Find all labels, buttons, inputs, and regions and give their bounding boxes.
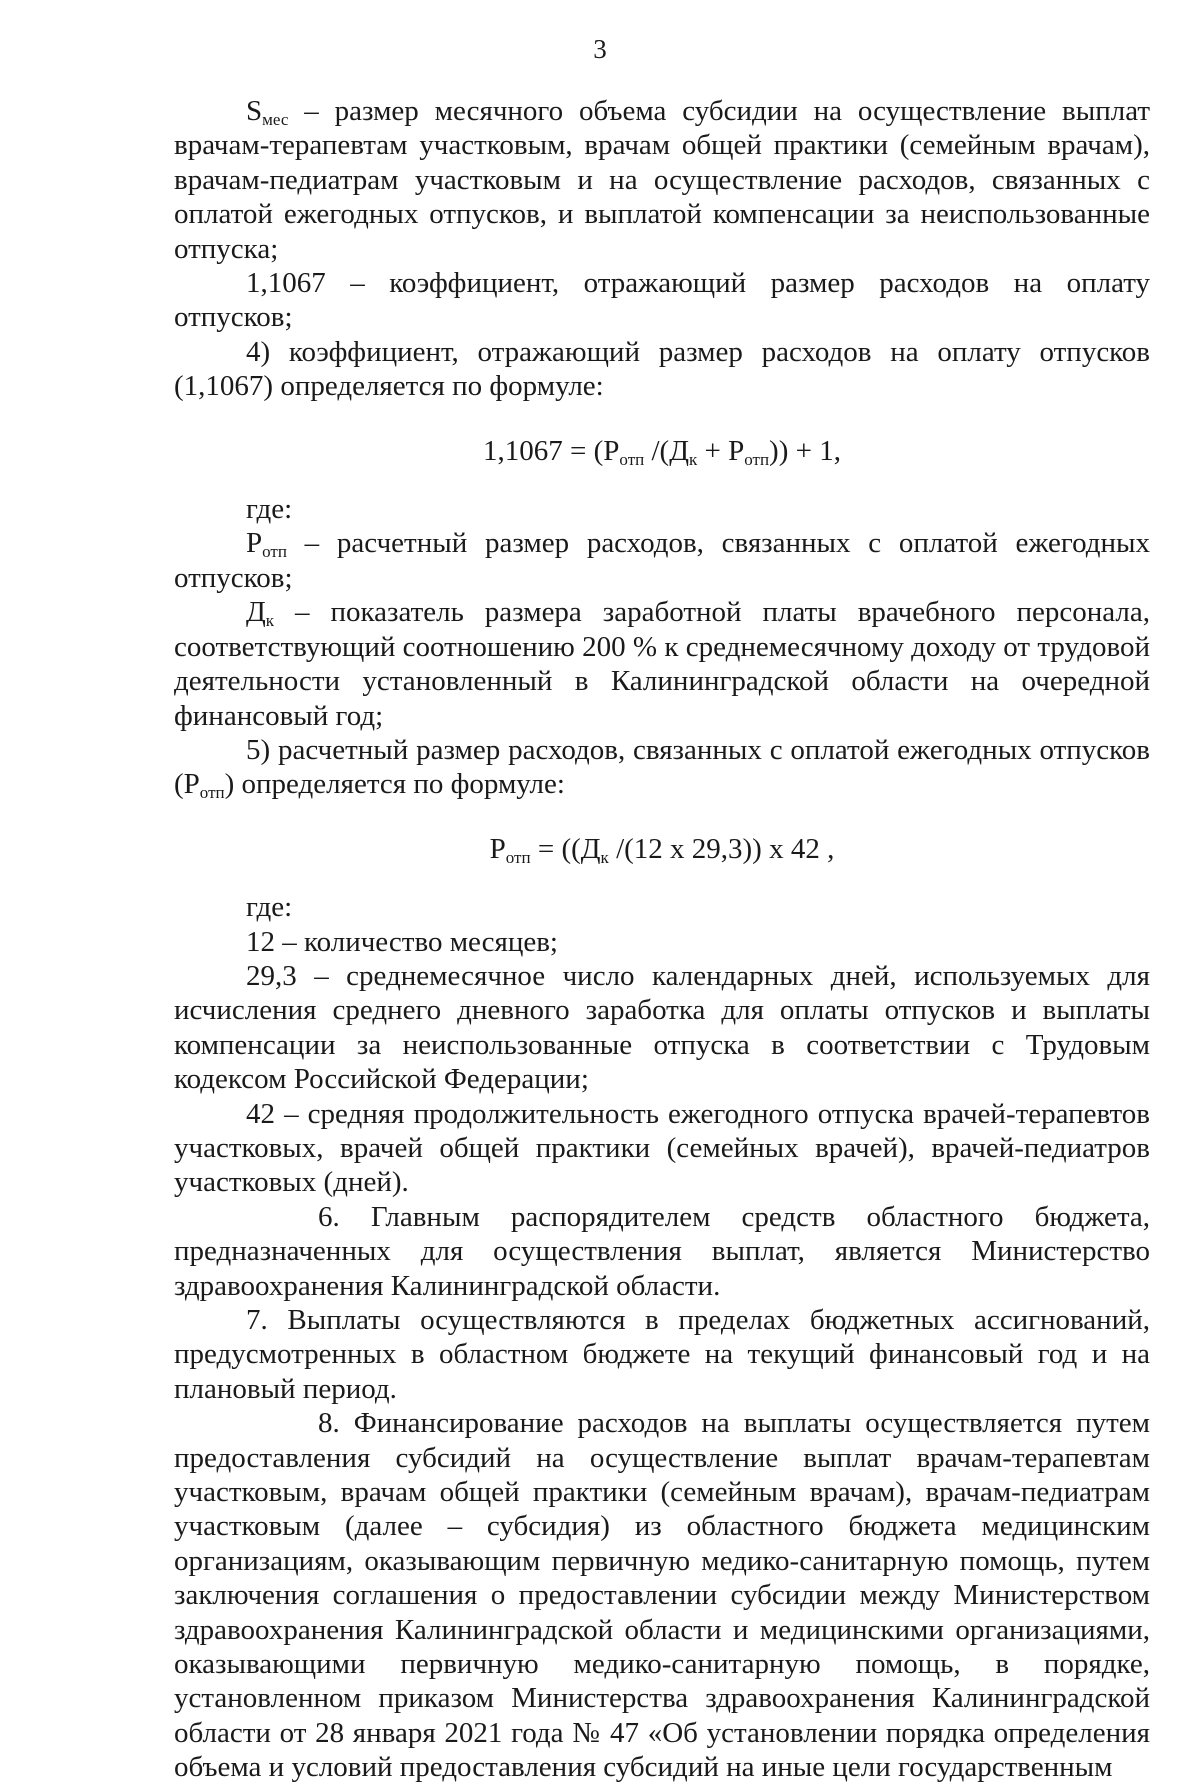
dk-subscript: к [265, 611, 275, 631]
item-5-subscript: отп [199, 783, 225, 803]
paragraph-item-4: 4) коэффициент, отражающий размер расходов на оплату отпусков (1,1067) определяется по формуле: [174, 335, 1150, 403]
formula-coefficient [174, 434, 1150, 468]
paragraph-smes-definition [174, 94, 1150, 266]
formula-subscript: к [600, 847, 609, 867]
paragraph-where-2: где: [246, 891, 293, 924]
formula-part: /(12 х 29,3)) х 42 , [608, 832, 835, 865]
formula-part: )) + 1, [769, 434, 841, 467]
paragraph-rotp-definition [174, 526, 1150, 595]
formula-subscript: отп [619, 449, 645, 469]
formula-part: Р [489, 832, 506, 865]
formula-part: 1,1067 = (Р [483, 434, 620, 467]
dk-definition-text: – показатель размера заработной платы врачебного персонала, соответствующий соотношению 200 % к среднемесячному доходу от трудовой деятельности установленный в Калининградской области на очередной финансовый год; [174, 596, 1150, 732]
item-6-number: 6. [318, 1200, 340, 1233]
paragraph-item-6 [174, 1200, 1150, 1303]
item-5-text: 5) расчетный размер расходов, связанных с оплатой ежегодных отпусков [246, 733, 1150, 766]
item-8-text: Финансирование расходов на выплаты осуществляется путем предоставления субсидий на осуществление выплат врачам-терапевтам участковым, врачам общей практики (семейным врачам), врачам-педиатрам участковым (далее – субсидия) из областного бюджета медицинским организациям, оказывающим первичную медико-санитарную помощь, путем заключения соглашения о предоставлении субсидии между Министерством здравоохранения Калининградской области и медицинскими организациями, оказывающими первичную медико-санитарную помощь, в порядке, установленном приказом Министерства здравоохранения Калининградской области от 28 января 2021 года № 47 «Об установлении порядка определения объема и условий предоставления субсидий на иные цели государственным [174, 1407, 1151, 1784]
paragraph-item-8 [174, 1406, 1150, 1784]
paragraph-days: 29,3 – среднемесячное число календарных дней, используемых для исчисления среднего дневного заработка для оплаты отпусков и выплаты компенсации за неиспользованные отпуска в соответствии с Трудовым кодексом Российской Федерации; [174, 959, 1150, 1096]
paragraph-months: 12 – количество месяцев; [246, 925, 558, 958]
formula-rotp [174, 832, 1150, 866]
formula-subscript: отп [744, 449, 770, 469]
paragraph-where-1: где: [246, 493, 293, 526]
paragraph-coefficient-definition: 1,1067 – коэффициент, отражающий размер расходов на оплату отпусков; [174, 267, 1150, 334]
formula-part: = ((Д [530, 832, 601, 865]
paragraph-dk-definition [174, 595, 1150, 733]
item-6-text: Главным распорядителем средств областного бюджета, предназначенных для осуществления выплат, является Министерство здравоохранения Калининградской области. [174, 1200, 1150, 1302]
item-5-continuation: ) определяется по формуле: [224, 768, 565, 801]
formula-part: + Р [697, 434, 745, 467]
formula-subscript: отп [505, 847, 531, 867]
smes-subscript: мес [262, 110, 289, 129]
paragraph-item-5 [174, 733, 1150, 802]
rotp-symbol: Р [246, 527, 263, 560]
smes-definition-text: – размер месячного объема субсидии на осуществление выплат врачам-терапевтам участковым, врачам общей практики (семейным врачам), врачам-педиатрам участковым и на осуществление расходов, связанных с оплатой ежегодных отпусков, и выплатой компенсации за неиспользованные отпуска; [174, 95, 1150, 265]
document-body [174, 94, 1150, 1785]
page-number: 3 [593, 34, 607, 64]
item-8-number: 8. [318, 1407, 340, 1440]
rotp-definition-text: – расчетный размер расходов, связанных с оплатой ежегодных отпусков; [174, 527, 1150, 594]
rotp-subscript: отп [262, 542, 287, 562]
formula-part: /(Д [644, 434, 689, 467]
paragraph-duration: 42 – средняя продолжительность ежегодного отпуска врачей-терапевтов участковых, врачей общей практики (семейных врачей), врачей-педиатров участковых (дней). [174, 1097, 1150, 1199]
smes-symbol: S [246, 95, 263, 127]
dk-symbol: Д [246, 596, 266, 629]
item-5-symbol: (Р [174, 768, 200, 801]
paragraph-item-7: 7. Выплаты осуществляются в пределах бюджетных ассигнований, предусмотренных в областном бюджете на текущий финансовый год и на плановый период. [174, 1304, 1150, 1405]
formula-subscript: к [688, 449, 698, 469]
